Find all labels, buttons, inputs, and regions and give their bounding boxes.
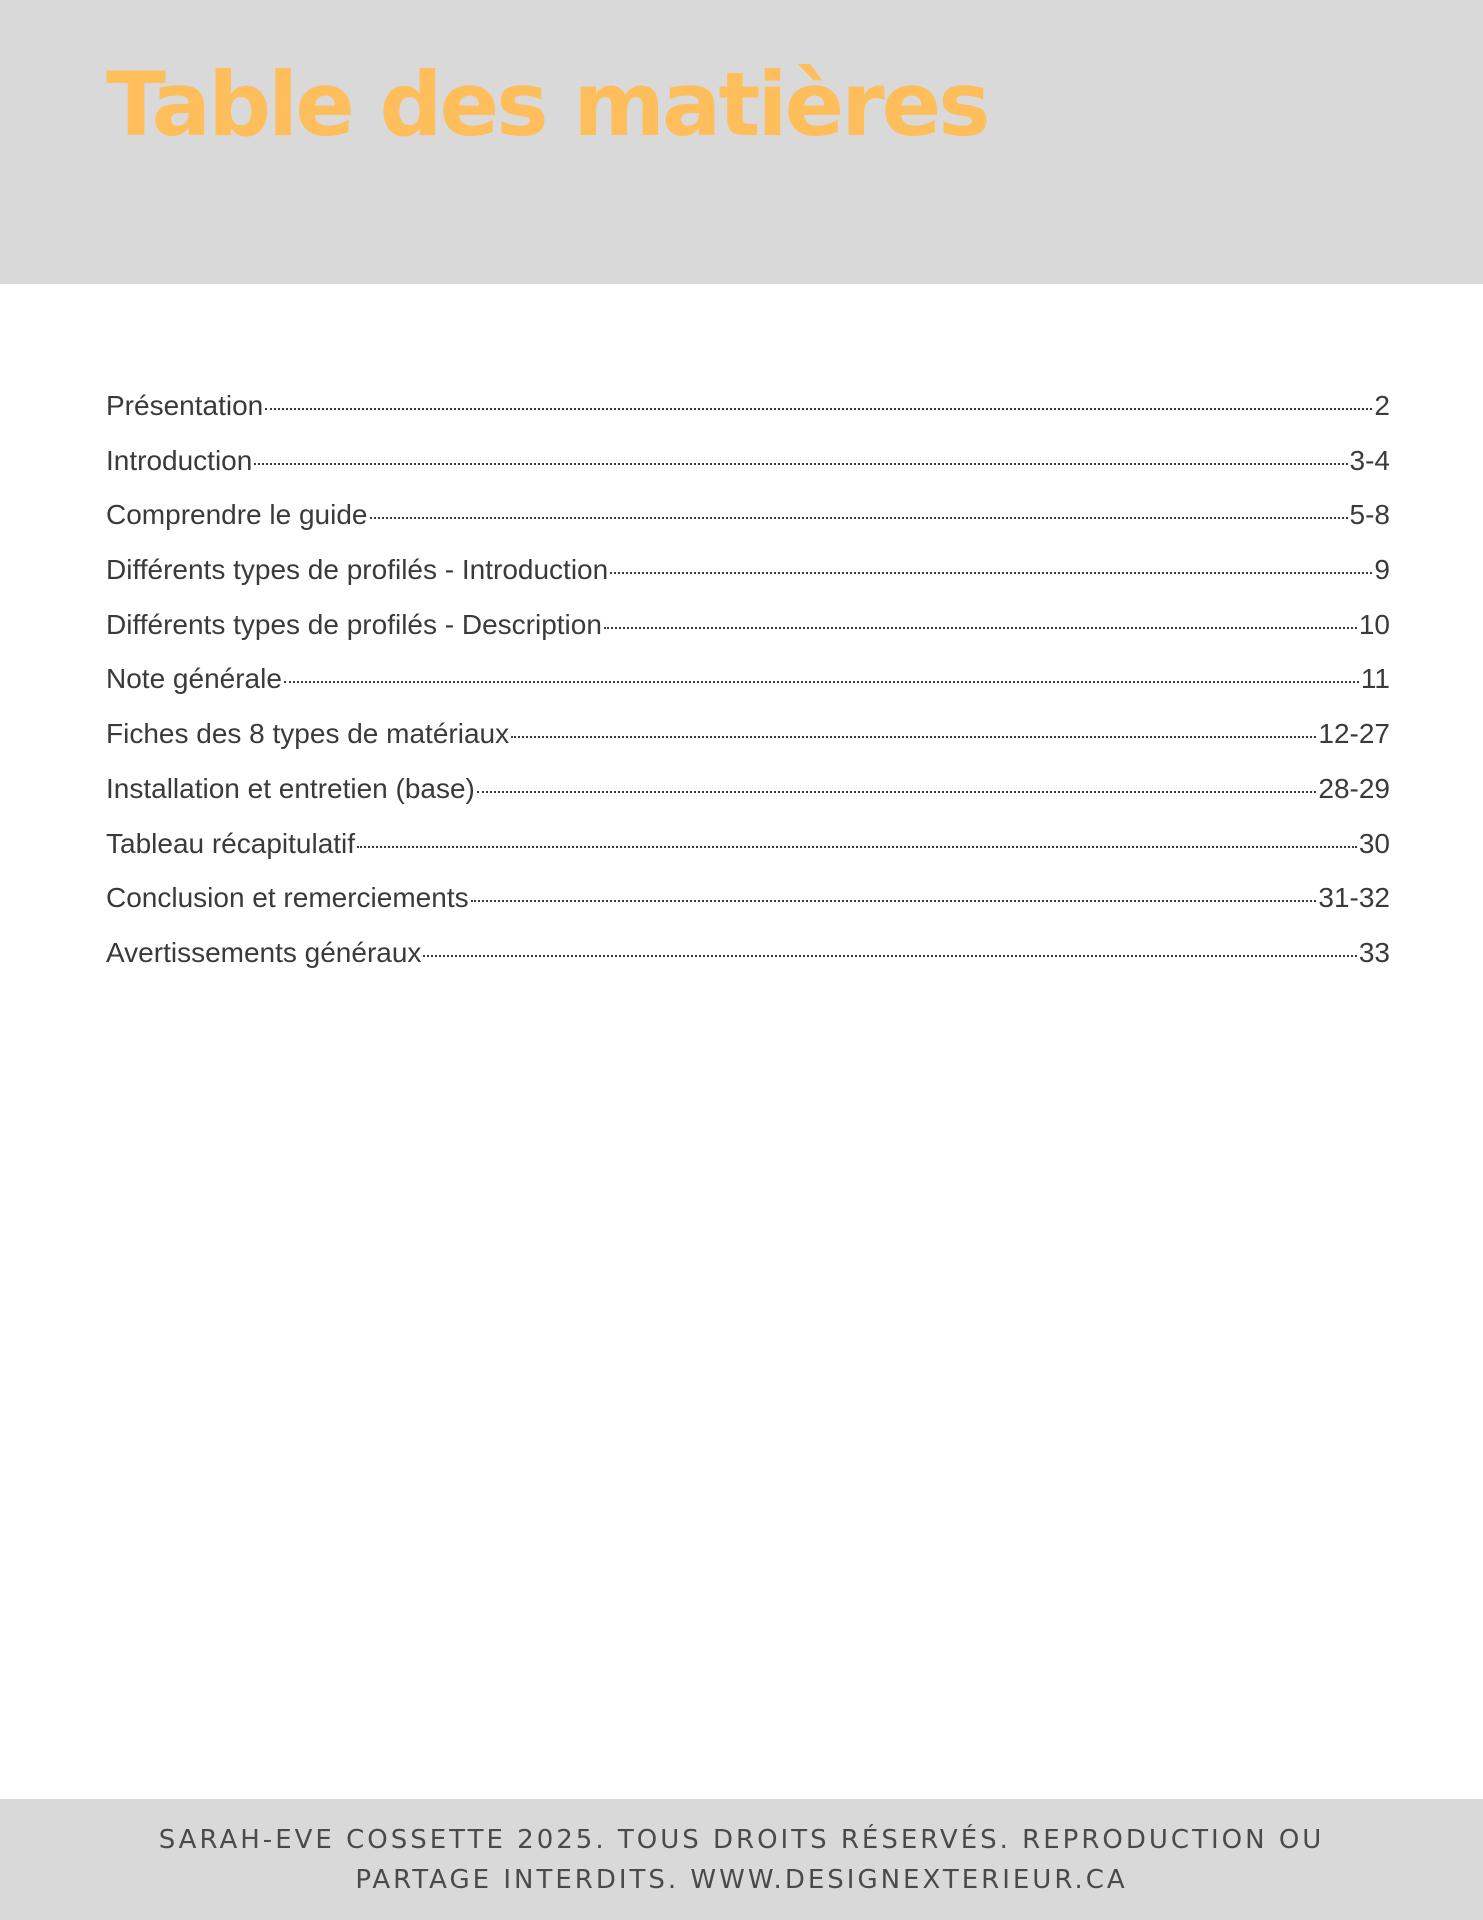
toc-entry — [106, 882, 1390, 937]
toc-entry-page: 30 — [1358, 827, 1390, 859]
toc-entry-page: 2 — [1374, 390, 1390, 421]
dot-leader — [370, 517, 1348, 519]
dot-leader — [511, 736, 1316, 738]
dot-leader — [254, 463, 1347, 465]
toc-entry — [106, 718, 1390, 773]
toc-entry-page: 31-32 — [1318, 882, 1390, 914]
toc-entry — [106, 609, 1390, 664]
toc-entry-label: Avertissements généraux — [106, 936, 422, 968]
toc-entry-label: Introduction — [106, 444, 253, 476]
toc-entry — [106, 445, 1390, 500]
dot-leader — [423, 955, 1356, 957]
toc-entry-page: 10 — [1358, 608, 1390, 640]
dot-leader — [604, 627, 1357, 629]
toc-entry-page: 28-29 — [1318, 772, 1390, 804]
dot-leader — [284, 681, 1359, 683]
toc-entry — [106, 663, 1390, 718]
toc-entry-label: Note générale — [106, 663, 282, 695]
toc-entry-page: 11 — [1360, 663, 1390, 695]
toc-entry-page: 12-27 — [1318, 718, 1390, 750]
footer-band — [0, 1799, 1483, 1920]
dot-leader — [357, 846, 1357, 848]
toc-entry-label: Conclusion et remerciements — [106, 882, 469, 914]
toc-entry-label: Différents types de profilés - Description — [106, 608, 602, 640]
toc-entry — [106, 937, 1390, 992]
toc-entry-page: 33 — [1358, 936, 1390, 968]
toc-entry-page: 9 — [1374, 554, 1390, 586]
toc-entry-page: 3-4 — [1349, 444, 1390, 476]
toc-entry-label: Installation et entretien (base) — [106, 772, 475, 804]
dot-leader — [265, 408, 1372, 410]
header-band — [0, 0, 1483, 284]
toc-entry — [106, 773, 1390, 828]
toc-entry — [106, 554, 1390, 609]
toc-entry-page: 5-8 — [1349, 499, 1390, 531]
toc-entry — [106, 499, 1390, 554]
toc-entry-label: Comprendre le guide — [106, 499, 368, 531]
toc-entry — [106, 828, 1390, 883]
copyright-notice: SARAH-EVE COSSETTE 2025. TOUS DROITS RÉSERVÉS. REPRODUCTION OU PARTAGE INTERDITS. WWW.DESIGNEXTERIEUR.CA — [158, 1824, 1325, 1895]
page-title: Table des matières — [106, 53, 988, 156]
toc-entry-label: Fiches des 8 types de matériaux — [106, 718, 510, 750]
dot-leader — [610, 572, 1372, 574]
toc-entry — [106, 390, 1390, 445]
toc-entry-label: Différents types de profilés - Introduction — [106, 554, 609, 586]
toc-entry-label: Présentation — [106, 390, 264, 421]
dot-leader — [477, 791, 1316, 793]
dot-leader — [471, 900, 1317, 902]
table-of-contents — [106, 390, 1390, 992]
toc-entry-label: Tableau récapitulatif — [106, 827, 356, 859]
